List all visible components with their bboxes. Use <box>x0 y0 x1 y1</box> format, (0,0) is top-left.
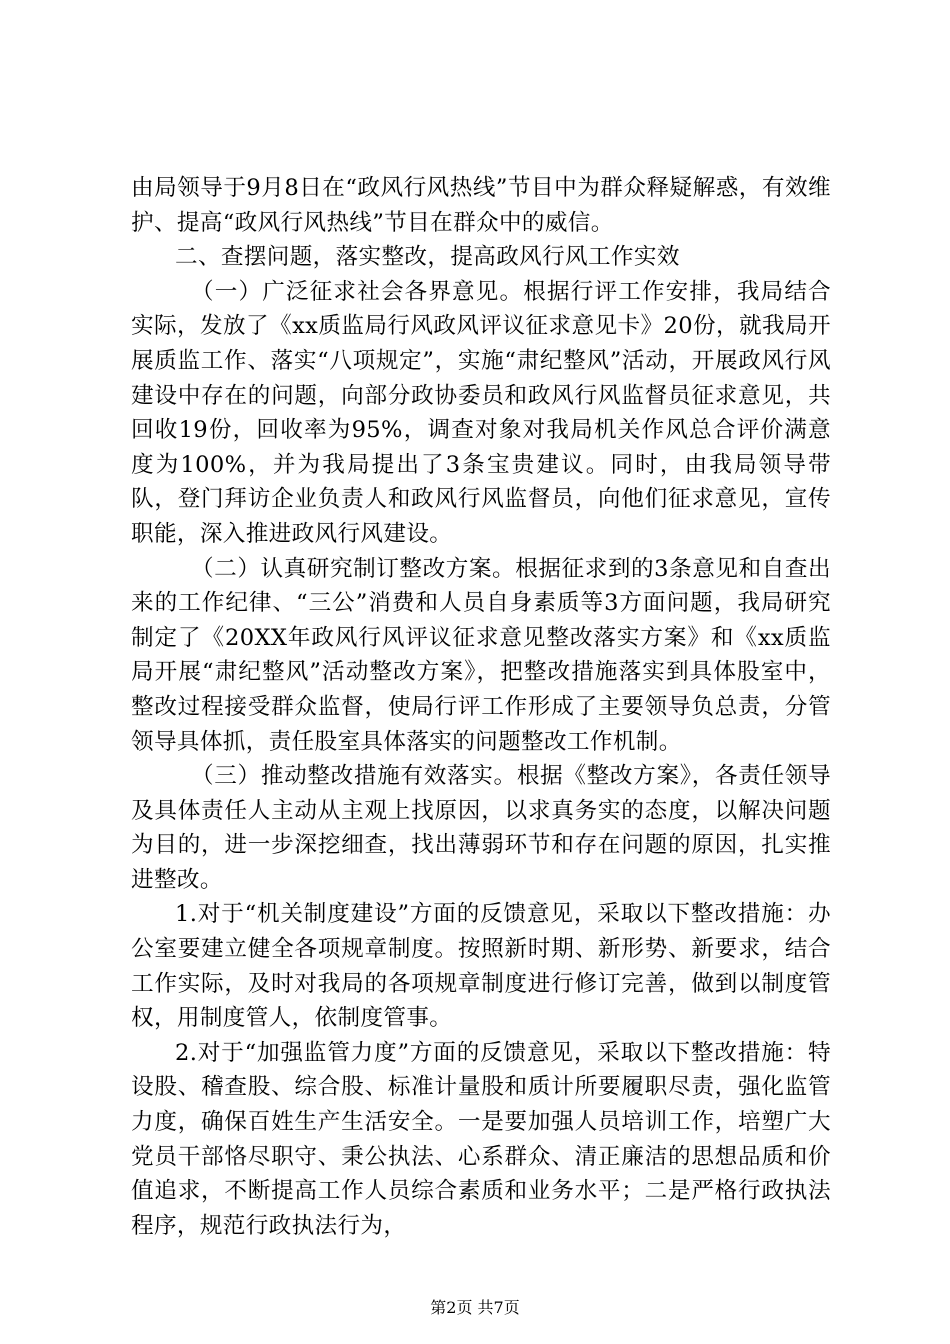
document-body <box>131 171 831 1243</box>
paragraph-item-3: （三）推动整改措施有效落实。根据《整改方案》，各责任领导及具体责任人主动从主观上找原因，以求真务实的态度，以解决问题为目的，进一步深挖细查，找出薄弱环节和存在问题的原因，扎实推进整改。 <box>131 763 831 893</box>
section-heading-2: 二、查摆问题，落实整改，提高政风行风工作实效 <box>175 244 680 271</box>
paragraph-continuation: 由局领导于9月8日在“政风行风热线”节目中为群众释疑解惑，有效维护、提高“政风行风热线”节目在群众中的威信。 <box>131 175 831 236</box>
page-number-footer: 第2页 共7页 <box>430 1298 520 1317</box>
paragraph-item-1: （一）广泛征求社会各界意见。根据行评工作安排，我局结合实际，发放了《xx质监局行风政风评议征求意见卡》20份，就我局开展质监工作、落实“八项规定”，实施“肃纪整风”活动，开展政风行风建设中存在的问题，向部分政协委员和政风行风监督员征求意见，共回收19份，回收率为95%，调查对象对我局机关作风总合评价满意度为100%，并为我局提出了3条宝贵建议。同时，由我局领导带队，登门拜访企业负责人和政风行风监督员，向他们征求意见，宣传职能，深入推进政风行风建设。 <box>131 278 831 547</box>
paragraph-measure-2: 2.对于“加强监管力度”方面的反馈意见，采取以下整改措施：特设股、稽查股、综合股、标准计量股和质计所要履职尽责，强化监管力度，确保百姓生产生活安全。一是要加强人员培训工作，培塑广大党员干部恪尽职守、秉公执法、心系群众、清正廉洁的思想品质和价值追求，不断提高工作人员综合素质和业务水平；二是严格行政执法程序，规范行政执法行为， <box>131 1039 831 1239</box>
paragraph-measure-1: 1.对于“机关制度建设”方面的反馈意见，采取以下整改措施：办公室要建立健全各项规章制度。按照新时期、新形势、新要求，结合工作实际，及时对我局的各项规章制度进行修订完善，做到以制度管权，用制度管人，依制度管事。 <box>131 901 831 1032</box>
paragraph-item-2: （二）认真研究制订整改方案。根据征求到的3条意见和自查出来的工作纪律、“三公”消费和人员自身素质等3方面问题，我局研究制定了《20XX年政风行风评议征求意见整改落实方案》和《xx质监局开展“肃纪整风”活动整改方案》，把整改措施落实到具体股室中，整改过程接受群众监督，使局行评工作形成了主要领导负总责，分管领导具体抓，责任股室具体落实的问题整改工作机制。 <box>131 555 831 755</box>
